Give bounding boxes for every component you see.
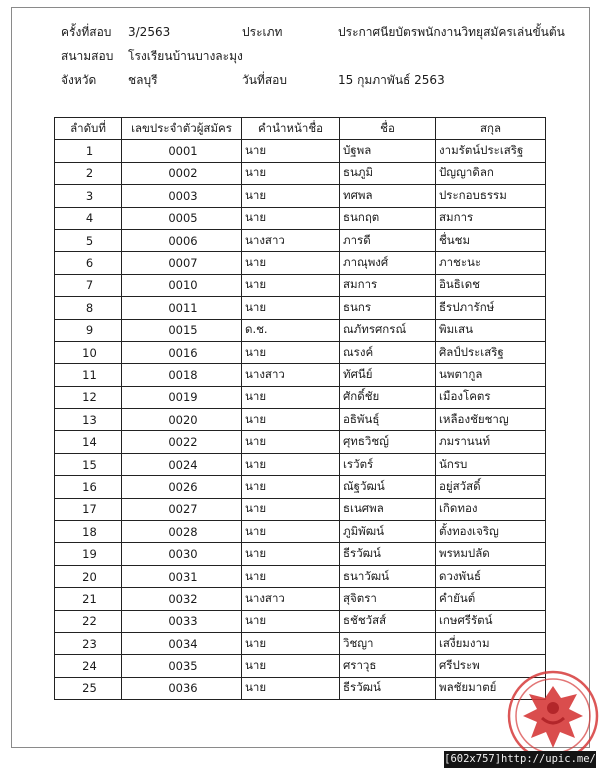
row-number: 8 <box>55 297 122 319</box>
applicant-id: 0002 <box>122 162 242 184</box>
column-header-id: เลขประจำตัวผู้สมัคร <box>122 118 242 140</box>
name-prefix: นาย <box>242 252 340 274</box>
venue-value: โรงเรียนบ้านบางละมุง <box>128 49 243 63</box>
table-row <box>55 297 546 319</box>
first-name: ณรงค์ <box>340 341 436 363</box>
row-number: 1 <box>55 140 122 162</box>
first-name: ธีรวัฒน์ <box>340 543 436 565</box>
name-prefix: นาย <box>242 185 340 207</box>
first-name: ศุทธวิชญ์ <box>340 431 436 453</box>
type-label: ประเภท <box>242 25 283 39</box>
column-header-lastname: สกุล <box>436 118 546 140</box>
name-prefix: นาย <box>242 498 340 520</box>
table-row <box>55 229 546 251</box>
applicant-id: 0030 <box>122 543 242 565</box>
table-row <box>55 453 546 475</box>
table-row <box>55 677 546 699</box>
applicant-id: 0031 <box>122 565 242 587</box>
last-name: อินธิเดช <box>436 274 546 296</box>
name-prefix: นาย <box>242 431 340 453</box>
row-number: 12 <box>55 386 122 408</box>
date-label: วันที่สอบ <box>242 73 287 87</box>
table-row <box>55 409 546 431</box>
applicant-id: 0032 <box>122 588 242 610</box>
table-row <box>55 565 546 587</box>
first-name: วิชญา <box>340 632 436 654</box>
first-name: ภาณุพงศ์ <box>340 252 436 274</box>
first-name: ณัฐวัฒน์ <box>340 476 436 498</box>
applicant-id: 0034 <box>122 632 242 654</box>
garuda-emblem-icon <box>498 664 600 756</box>
name-prefix: ด.ช. <box>242 319 340 341</box>
name-prefix: นาย <box>242 386 340 408</box>
applicant-id: 0001 <box>122 140 242 162</box>
table-row <box>55 185 546 207</box>
applicant-id: 0022 <box>122 431 242 453</box>
table-row <box>55 476 546 498</box>
table-row <box>55 521 546 543</box>
applicant-id: 0016 <box>122 341 242 363</box>
first-name: ธชัชวัสส์ <box>340 610 436 632</box>
first-name: ทศพล <box>340 185 436 207</box>
name-prefix: นาย <box>242 610 340 632</box>
table-row <box>55 386 546 408</box>
first-name: ธนภูมิ <box>340 162 436 184</box>
first-name: ศราวุธ <box>340 655 436 677</box>
province-label: จังหวัด <box>61 73 97 87</box>
first-name: ณภัทรศกรณ์ <box>340 319 436 341</box>
last-name: พรหมปลัด <box>436 543 546 565</box>
name-prefix: นางสาว <box>242 588 340 610</box>
row-number: 13 <box>55 409 122 431</box>
watermark-footer: [602x757]http://upic.me/ <box>444 751 596 768</box>
first-name: ภูมิพัฒน์ <box>340 521 436 543</box>
date-value: 15 กุมภาพันธ์ 2563 <box>338 73 445 87</box>
row-number: 11 <box>55 364 122 386</box>
first-name: สมการ <box>340 274 436 296</box>
last-name: ดวงพันธ์ <box>436 565 546 587</box>
row-number: 18 <box>55 521 122 543</box>
table-row <box>55 341 546 363</box>
document-page <box>11 7 590 748</box>
name-prefix: นาย <box>242 341 340 363</box>
table-row <box>55 207 546 229</box>
table-row <box>55 655 546 677</box>
last-name: คำยันต์ <box>436 588 546 610</box>
first-name: ธนกฤต <box>340 207 436 229</box>
first-name: ศักดิ์ชัย <box>340 386 436 408</box>
name-prefix: นางสาว <box>242 364 340 386</box>
last-name: ภมรานนท์ <box>436 431 546 453</box>
first-name: ภารดี <box>340 229 436 251</box>
first-name: บัฐพล <box>340 140 436 162</box>
last-name: ตั้งทองเจริญ <box>436 521 546 543</box>
row-number: 21 <box>55 588 122 610</box>
applicant-id: 0024 <box>122 453 242 475</box>
last-name: นพตากูล <box>436 364 546 386</box>
first-name: ธีรวัฒน์ <box>340 677 436 699</box>
last-name: เมืองโคตร <box>436 386 546 408</box>
row-number: 15 <box>55 453 122 475</box>
applicant-id: 0026 <box>122 476 242 498</box>
applicant-id: 0003 <box>122 185 242 207</box>
applicant-id: 0028 <box>122 521 242 543</box>
table-row <box>55 543 546 565</box>
last-name: ประกอบธรรม <box>436 185 546 207</box>
name-prefix: นาย <box>242 274 340 296</box>
row-number: 23 <box>55 632 122 654</box>
name-prefix: นาย <box>242 543 340 565</box>
table-row <box>55 274 546 296</box>
applicant-id: 0019 <box>122 386 242 408</box>
first-name: ทัศนีย์ <box>340 364 436 386</box>
table-header-row <box>55 118 546 140</box>
applicant-id: 0007 <box>122 252 242 274</box>
candidate-table <box>54 117 546 700</box>
last-name: เสงี่ยมงาม <box>436 632 546 654</box>
applicant-id: 0020 <box>122 409 242 431</box>
first-name: ธเนศพล <box>340 498 436 520</box>
first-name: เรวัตร์ <box>340 453 436 475</box>
name-prefix: นาย <box>242 297 340 319</box>
first-name: อธิพันธุ์ <box>340 409 436 431</box>
name-prefix: นาย <box>242 140 340 162</box>
table-row <box>55 319 546 341</box>
first-name: ธนาวัฒน์ <box>340 565 436 587</box>
applicant-id: 0011 <box>122 297 242 319</box>
column-header-prefix: คำนำหน้าชื่อ <box>242 118 340 140</box>
row-number: 16 <box>55 476 122 498</box>
name-prefix: นางสาว <box>242 229 340 251</box>
applicant-id: 0010 <box>122 274 242 296</box>
column-header-no: ลำดับที่ <box>55 118 122 140</box>
province-value: ชลบุรี <box>128 73 158 87</box>
last-name: ศรีประพ <box>436 655 546 677</box>
name-prefix: นาย <box>242 409 340 431</box>
table-row <box>55 610 546 632</box>
last-name: ภาชะนะ <box>436 252 546 274</box>
name-prefix: นาย <box>242 632 340 654</box>
name-prefix: นาย <box>242 655 340 677</box>
name-prefix: นาย <box>242 677 340 699</box>
name-prefix: นาย <box>242 207 340 229</box>
first-name: สุจิตรา <box>340 588 436 610</box>
table-row <box>55 364 546 386</box>
name-prefix: นาย <box>242 565 340 587</box>
applicant-id: 0036 <box>122 677 242 699</box>
column-header-firstname: ชื่อ <box>340 118 436 140</box>
last-name: ธีรปภารักษ์ <box>436 297 546 319</box>
last-name: ปัญญาดิลก <box>436 162 546 184</box>
last-name: เหลืองชัยชาญ <box>436 409 546 431</box>
venue-label: สนามสอบ <box>61 49 114 63</box>
applicant-id: 0033 <box>122 610 242 632</box>
row-number: 20 <box>55 565 122 587</box>
last-name: ศิลป์ประเสริฐ <box>436 341 546 363</box>
row-number: 22 <box>55 610 122 632</box>
name-prefix: นาย <box>242 476 340 498</box>
last-name: เกษศรีรัตน์ <box>436 610 546 632</box>
first-name: ธนกร <box>340 297 436 319</box>
row-number: 10 <box>55 341 122 363</box>
row-number: 7 <box>55 274 122 296</box>
row-number: 3 <box>55 185 122 207</box>
name-prefix: นาย <box>242 453 340 475</box>
row-number: 24 <box>55 655 122 677</box>
table-row <box>55 431 546 453</box>
last-name: เกิดทอง <box>436 498 546 520</box>
round-label: ครั้งที่สอบ <box>61 25 112 39</box>
table-row <box>55 498 546 520</box>
row-number: 5 <box>55 229 122 251</box>
row-number: 2 <box>55 162 122 184</box>
table-row <box>55 140 546 162</box>
applicant-id: 0005 <box>122 207 242 229</box>
last-name: ชื่นชม <box>436 229 546 251</box>
last-name: พลชัยมาตย์ <box>436 677 546 699</box>
last-name: พิมเสน <box>436 319 546 341</box>
applicant-id: 0018 <box>122 364 242 386</box>
last-name: อยู่สวัสดิ์ <box>436 476 546 498</box>
table-row <box>55 588 546 610</box>
row-number: 4 <box>55 207 122 229</box>
applicant-id: 0035 <box>122 655 242 677</box>
applicant-id: 0006 <box>122 229 242 251</box>
last-name: สมการ <box>436 207 546 229</box>
name-prefix: นาย <box>242 162 340 184</box>
name-prefix: นาย <box>242 521 340 543</box>
last-name: นักรบ <box>436 453 546 475</box>
row-number: 14 <box>55 431 122 453</box>
row-number: 17 <box>55 498 122 520</box>
last-name: งามรัตน์ประเสริฐ <box>436 140 546 162</box>
row-number: 9 <box>55 319 122 341</box>
row-number: 25 <box>55 677 122 699</box>
applicant-id: 0015 <box>122 319 242 341</box>
table-row <box>55 252 546 274</box>
type-value: ประกาศนียบัตรพนักงานวิทยุสมัครเล่นขั้นต้น <box>338 25 565 39</box>
applicant-id: 0027 <box>122 498 242 520</box>
table-row <box>55 162 546 184</box>
row-number: 6 <box>55 252 122 274</box>
row-number: 19 <box>55 543 122 565</box>
round-value: 3/2563 <box>128 25 171 39</box>
table-row <box>55 632 546 654</box>
